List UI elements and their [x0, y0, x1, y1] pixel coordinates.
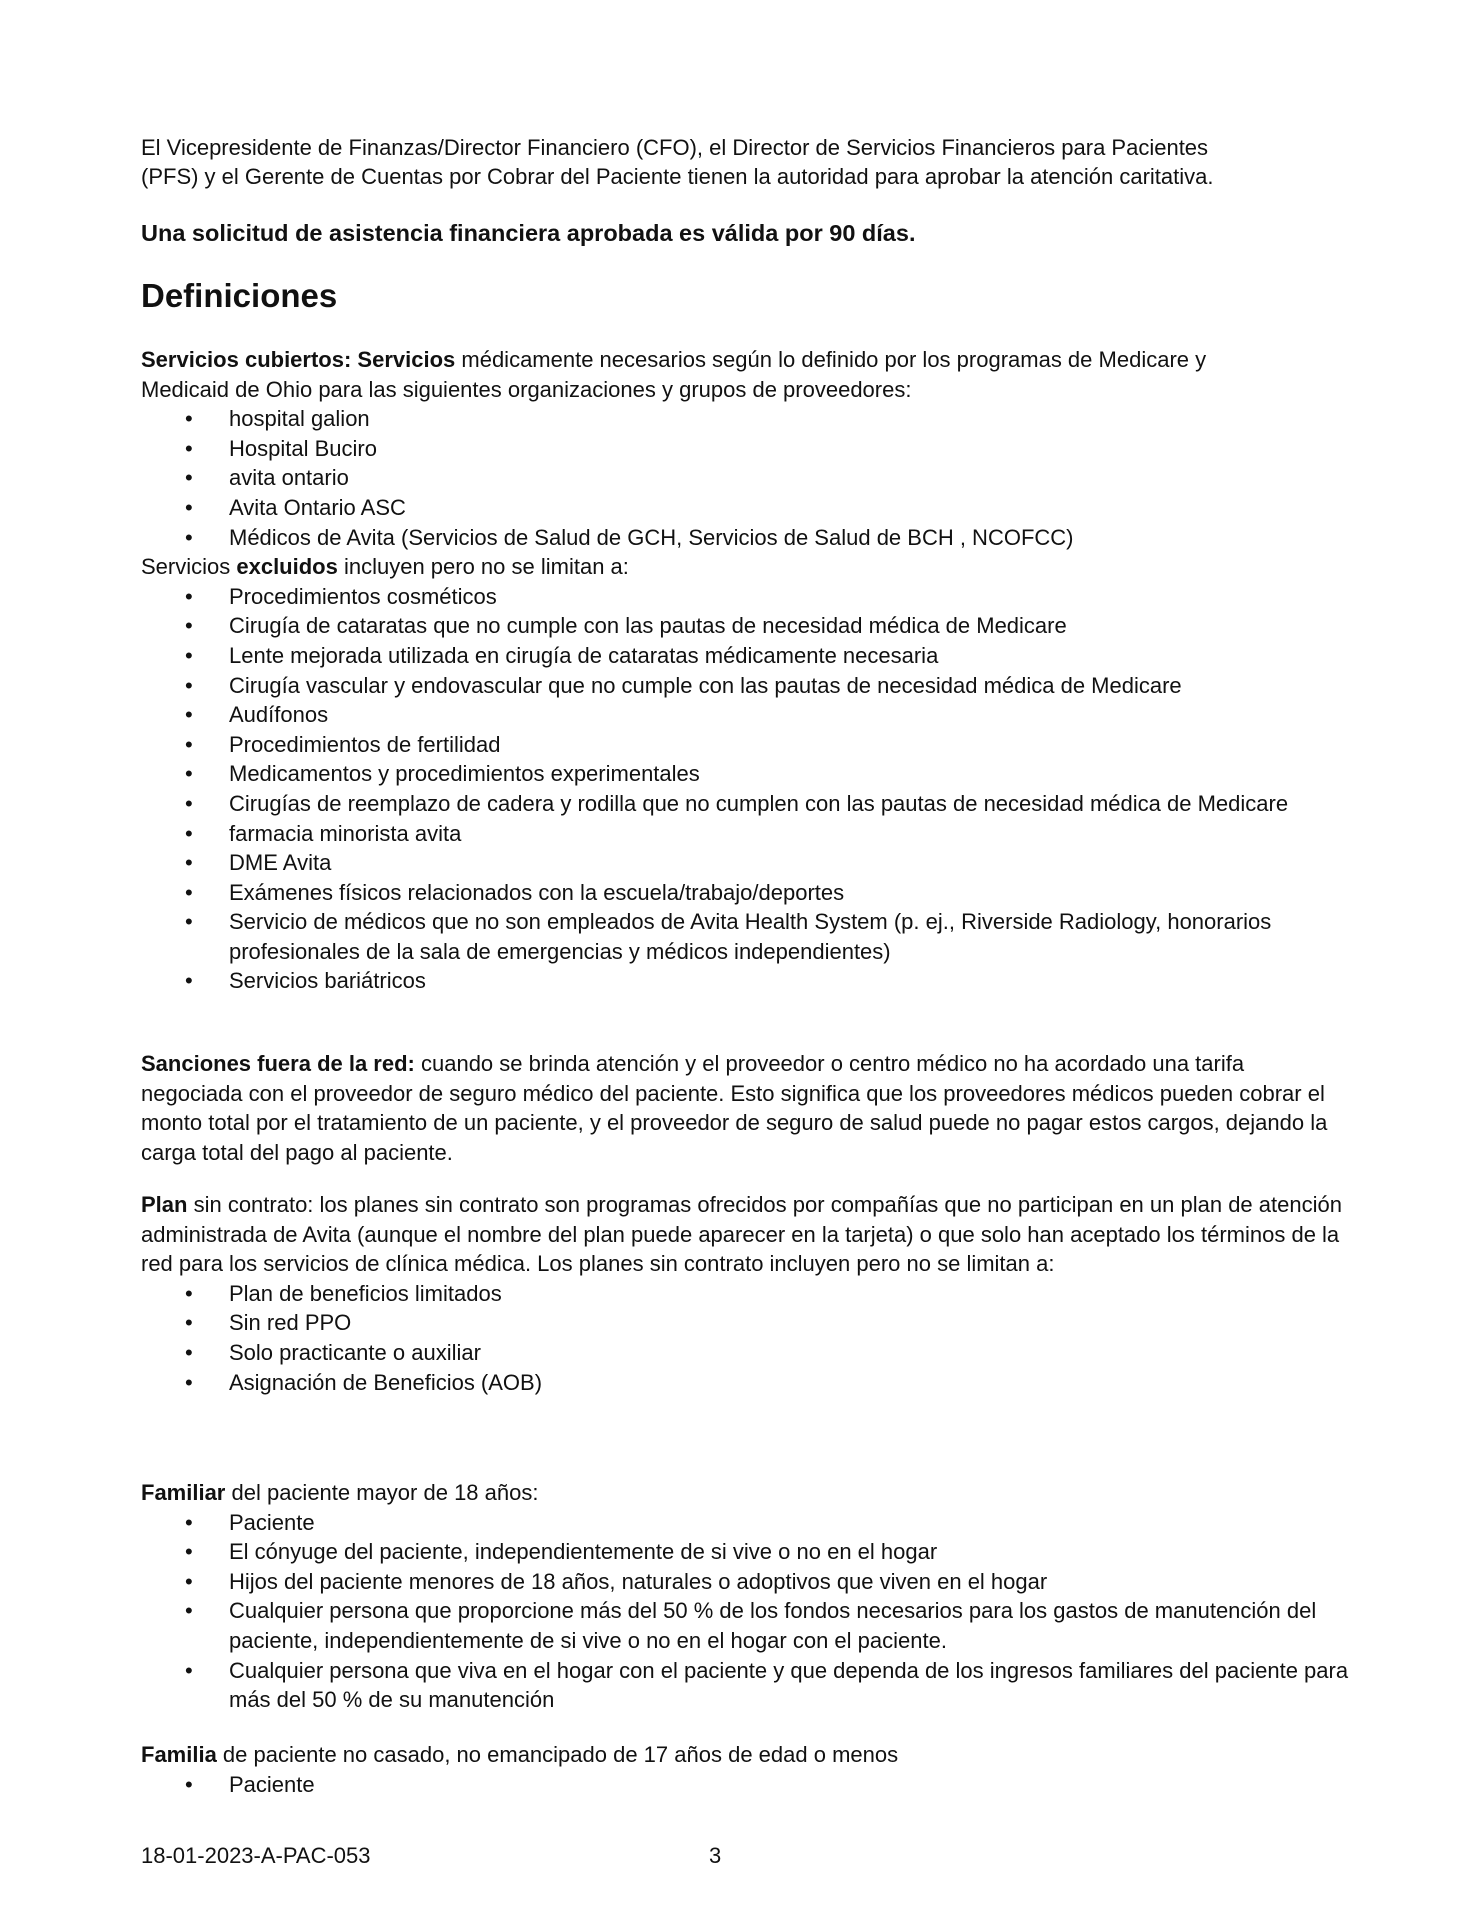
list-item [141, 907, 1351, 966]
list-item [141, 611, 1351, 641]
list-item [141, 404, 1351, 434]
excluded-services-list [141, 582, 1351, 996]
bullet-icon: • [185, 968, 193, 994]
list-item-text: Médicos de Avita (Servicios de Salud de GCH, Servicios de Salud de BCH , NCOFCC) [229, 524, 1074, 550]
bullet-icon: • [185, 672, 193, 698]
bullet-icon: • [185, 494, 193, 520]
list-item-text: Audífonos [229, 702, 329, 728]
bullet-icon: • [185, 1568, 193, 1594]
list-item-text: Plan de beneficios limitados [229, 1280, 502, 1306]
intro-line-2: (PFS) y el Gerente de Cuentas por Cobrar del Paciente tienen la autoridad para aprobar la atención caritativa. [141, 164, 1214, 189]
list-item-text: Medicamentos y procedimientos experimentales [229, 761, 700, 787]
list-item-text: Avita Ontario ASC [229, 494, 406, 520]
excluded-term: excluidos [236, 554, 338, 580]
bullet-icon: • [185, 1310, 193, 1336]
list-item-text: Paciente [229, 1771, 315, 1797]
bullet-icon: • [185, 406, 193, 432]
list-item [141, 1508, 1351, 1538]
bullet-icon: • [185, 465, 193, 491]
list-item [141, 463, 1351, 493]
family-minor-term: Familia [141, 1742, 217, 1767]
list-item [141, 759, 1351, 789]
list-item-text: Asignación de Beneficios (AOB) [229, 1369, 543, 1395]
non-contract-term: Plan [141, 1192, 188, 1217]
list-item-text: Solo practicante o auxiliar [229, 1339, 481, 1365]
bullet-icon: • [185, 879, 193, 905]
non-contract-paragraph [141, 1190, 1351, 1279]
family-adult-paragraph [141, 1478, 1351, 1508]
bullet-icon: • [185, 850, 193, 876]
list-item [141, 1770, 1351, 1800]
list-item-text: Procedimientos cosméticos [229, 583, 497, 609]
bullet-icon: • [185, 820, 193, 846]
list-item [141, 730, 1351, 760]
family-minor-block [141, 1740, 1351, 1799]
list-item [141, 878, 1351, 908]
bullet-icon: • [185, 909, 193, 935]
excluded-suffix: incluyen pero no se limitan a: [337, 554, 629, 580]
list-item [141, 1656, 1351, 1715]
list-item-text: DME Avita [229, 850, 332, 876]
validity-notice: Una solicitud de asistencia financiera aprobada es válida por 90 días. [141, 220, 916, 246]
bullet-icon: • [185, 1771, 193, 1797]
list-item [141, 966, 1351, 996]
bullet-icon: • [185, 524, 193, 550]
list-item [141, 1537, 1351, 1567]
page-number: 3 [709, 1843, 722, 1868]
list-item-text: Servicio de médicos que no son empleados de Avita Health System (p. ej., Riverside Radiology, honorarios profesionales de la sala de emergencias y médicos independientes) [229, 909, 1272, 964]
list-item [141, 434, 1351, 464]
list-item-text: avita ontario [229, 465, 349, 491]
bullet-icon: • [185, 1657, 193, 1683]
non-contract-text: sin contrato: los planes sin contrato son programas ofrecidos por compañías que no participan en un plan de atención administrada de Avita (aunque el nombre del plan puede aparecer en la tarjeta) o que solo han aceptado los términos de la red para los servicios de clínica médica. Los planes sin contrato incluyen pero no se limitan a: [141, 1192, 1342, 1277]
list-item-text: farmacia minorista avita [229, 820, 462, 846]
covered-services-text-2: Medicaid de Ohio para las siguientes organizaciones y grupos de proveedores: [141, 376, 912, 402]
list-item-text: Cirugía de cataratas que no cumple con las pautas de necesidad médica de Medicare [229, 613, 1067, 639]
list-item [141, 671, 1351, 701]
family-adult-block [141, 1478, 1351, 1715]
bullet-icon: • [185, 790, 193, 816]
covered-services-list [141, 404, 1351, 552]
list-item [141, 700, 1351, 730]
bullet-icon: • [185, 1280, 193, 1306]
family-minor-list [141, 1770, 1351, 1800]
covered-services-paragraph [141, 345, 1351, 404]
family-minor-paragraph [141, 1740, 1351, 1770]
excluded-services-paragraph [141, 552, 1351, 582]
family-adult-list [141, 1508, 1351, 1715]
list-item [141, 1567, 1351, 1597]
bullet-icon: • [185, 1509, 193, 1535]
covered-services-block [141, 345, 1351, 996]
family-minor-text: de paciente no casado, no emancipado de 17 años de edad o menos [216, 1742, 899, 1767]
bullet-icon: • [185, 702, 193, 728]
intro-line-1: El Vicepresidente de Finanzas/Director Financiero (CFO), el Director de Servicios Financieros para Pacientes [141, 135, 1209, 160]
list-item [141, 819, 1351, 849]
bullet-icon: • [185, 1598, 193, 1624]
section-heading: Definiciones [141, 277, 338, 314]
bullet-icon: • [185, 761, 193, 787]
list-item [141, 582, 1351, 612]
list-item [141, 493, 1351, 523]
list-item-text: Procedimientos de fertilidad [229, 731, 501, 757]
list-item-text: Sin red PPO [229, 1310, 352, 1336]
list-item-text: Exámenes físicos relacionados con la escuela/trabajo/deportes [229, 879, 845, 905]
list-item-text: Cirugías de reemplazo de cadera y rodilla que no cumplen con las pautas de necesidad médica de Medicare [229, 790, 1289, 816]
family-adult-term: Familiar [141, 1480, 226, 1505]
list-item-text: hospital galion [229, 406, 370, 432]
out-of-network-term: Sanciones fuera de la red: [141, 1051, 415, 1076]
list-item-text: Hijos del paciente menores de 18 años, naturales o adoptivos que viven en el hogar [229, 1568, 1048, 1594]
list-item [141, 1338, 1351, 1368]
bullet-icon: • [185, 1339, 193, 1365]
list-item [141, 1368, 1351, 1398]
bullet-icon: • [185, 642, 193, 668]
family-adult-text: del paciente mayor de 18 años: [225, 1480, 539, 1505]
list-item [141, 523, 1351, 553]
list-item-text: Cirugía vascular y endovascular que no cumple con las pautas de necesidad médica de Medicare [229, 672, 1182, 698]
out-of-network-text: cuando se brinda atención y el proveedor o centro médico no ha acordado una tarifa negociada con el proveedor de seguro médico del paciente. Esto significa que los proveedores médicos pueden cobrar el monto total por el tratamiento de un paciente, y el proveedor de seguro de salud puede no pagar estos cargos, dejando la carga total del pago al paciente. [141, 1051, 1328, 1165]
list-item [141, 641, 1351, 671]
bullet-icon: • [185, 1369, 193, 1395]
list-item-text: Servicios bariátricos [229, 968, 426, 994]
out-of-network-paragraph [141, 1049, 1351, 1167]
covered-services-term: Servicios cubiertos: Servicios [141, 347, 456, 372]
bullet-icon: • [185, 613, 193, 639]
bullet-icon: • [185, 583, 193, 609]
bullet-icon: • [185, 731, 193, 757]
list-item-text: Cualquier persona que proporcione más del 50 % de los fondos necesarios para los gastos de manutención del paciente, independientemente de si vive o no en el hogar con el paciente. [229, 1598, 1317, 1653]
list-item [141, 789, 1351, 819]
list-item-text: Hospital Buciro [229, 435, 377, 461]
list-item [141, 1308, 1351, 1338]
bullet-icon: • [185, 1539, 193, 1565]
excluded-prefix: Servicios [141, 554, 237, 580]
list-item-text: Paciente [229, 1509, 315, 1535]
bullet-icon: • [185, 435, 193, 461]
list-item-text: El cónyuge del paciente, independientemente de si vive o no en el hogar [229, 1539, 938, 1565]
list-item-text: Lente mejorada utilizada en cirugía de cataratas médicamente necesaria [229, 642, 939, 668]
non-contract-block [141, 1190, 1351, 1397]
list-item-text: Cualquier persona que viva en el hogar con el paciente y que dependa de los ingresos familiares del paciente para más del 50 % de su manutención [229, 1657, 1349, 1713]
list-item [141, 1279, 1351, 1309]
list-item [141, 848, 1351, 878]
covered-services-text-1: médicamente necesarios según lo definido por los programas de Medicare y [455, 347, 1207, 372]
list-item [141, 1596, 1351, 1655]
non-contract-list [141, 1279, 1351, 1397]
document-code: 18-01-2023-A-PAC-053 [141, 1843, 371, 1868]
